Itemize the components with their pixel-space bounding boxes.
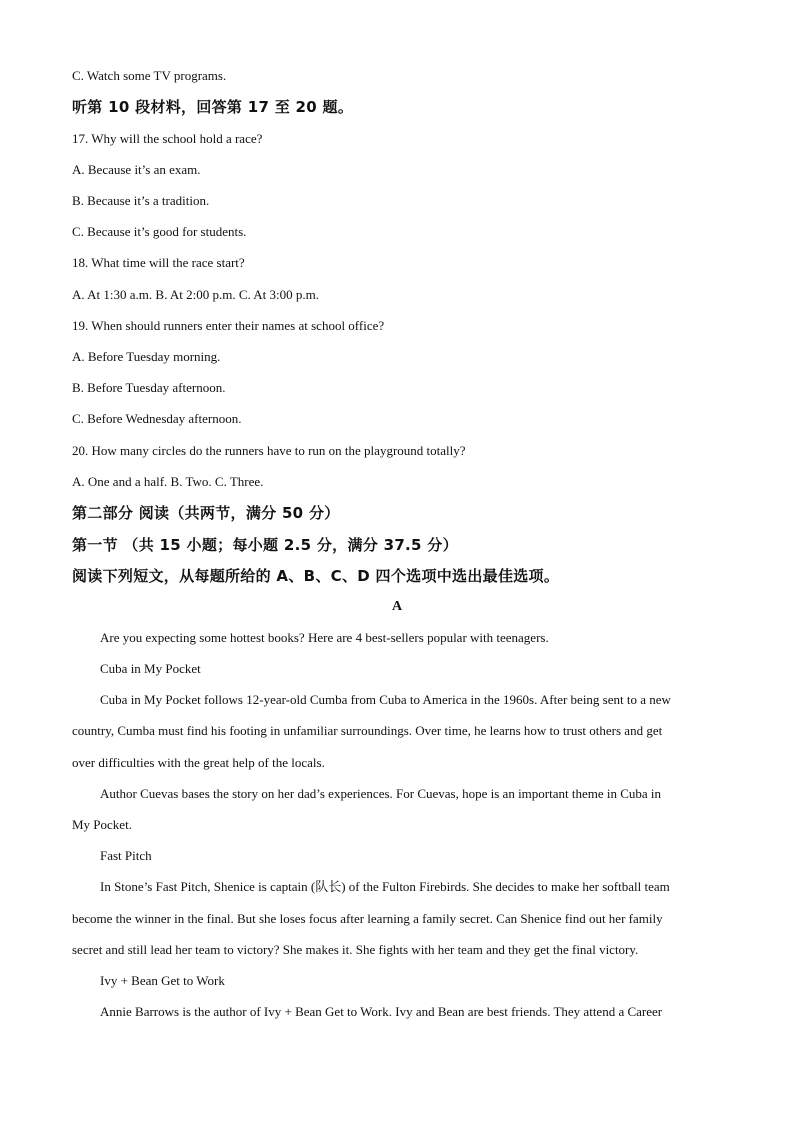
question-19: 19. When should runners enter their names at school office?	[72, 318, 385, 333]
paragraph-line: In Stone’s Fast Pitch, Shenice is captain (队长) of the Fulton Firebirds. She decides to make her softball team	[100, 879, 670, 894]
passage-intro: Are you expecting some hottest books? Here are 4 best-sellers popular with teenagers.	[100, 630, 549, 645]
part-two-heading: 第二部分 阅读（共两节，满分 50 分）	[72, 504, 340, 522]
paragraph-line: become the winner in the final. But she loses focus after learning a family secret. Can Shenice find out her family	[72, 911, 663, 926]
paragraph-line: My Pocket.	[72, 817, 132, 832]
reading-instruction: 阅读下列短文，从每题所给的 A、B、C、D 四个选项中选出最佳选项。	[72, 567, 560, 585]
question-19-option-c: C. Before Wednesday afternoon.	[72, 411, 242, 426]
paragraph-line: country, Cumba must find his footing in unfamiliar surroundings. Over time, he learns how to trust others and get	[72, 723, 663, 738]
question-19-option-a: A. Before Tuesday morning.	[72, 349, 221, 364]
question-17-option-c: C. Because it’s good for students.	[72, 224, 247, 239]
book-title-ivy-bean: Ivy + Bean Get to Work	[100, 973, 225, 988]
paragraph-line: secret and still lead her team to victory? She makes it. She fights with her team and they get the final victory.	[72, 942, 639, 957]
question-18: 18. What time will the race start?	[72, 255, 245, 270]
question-20: 20. How many circles do the runners have to run on the playground totally?	[72, 443, 466, 458]
paragraph-line: Author Cuevas bases the story on her dad’s experiences. For Cuevas, hope is an important theme in Cuba in	[100, 786, 662, 801]
section-one-heading: 第一节 （共 15 小题；每小题 2.5 分，满分 37.5 分）	[72, 536, 458, 554]
book-title-cuba: Cuba in My Pocket	[100, 661, 201, 676]
book-title-fast-pitch: Fast Pitch	[100, 848, 152, 863]
question-17-option-b: B. Because it’s a tradition.	[72, 193, 210, 208]
section-instruction-material-10: 听第 10 段材料，回答第 17 至 20 题。	[72, 98, 354, 116]
option-c-16: C. Watch some TV programs.	[72, 68, 227, 83]
passage-label: A	[391, 599, 403, 614]
question-20-options: A. One and a half. B. Two. C. Three.	[72, 474, 264, 489]
question-19-option-b: B. Before Tuesday afternoon.	[72, 380, 226, 395]
paragraph-line: Annie Barrows is the author of Ivy + Bean Get to Work. Ivy and Bean are best friends. They attend a Career	[100, 1004, 663, 1019]
paragraph-line: Cuba in My Pocket follows 12-year-old Cumba from Cuba to America in the 1960s. After being sent to a new	[100, 692, 671, 707]
question-17-option-a: A. Because it’s an exam.	[72, 162, 201, 177]
paragraph-line: over difficulties with the great help of the locals.	[72, 755, 325, 770]
question-17: 17. Why will the school hold a race?	[72, 131, 263, 146]
question-18-options: A. At 1:30 a.m. B. At 2:00 p.m. C. At 3:00 p.m.	[72, 287, 320, 302]
